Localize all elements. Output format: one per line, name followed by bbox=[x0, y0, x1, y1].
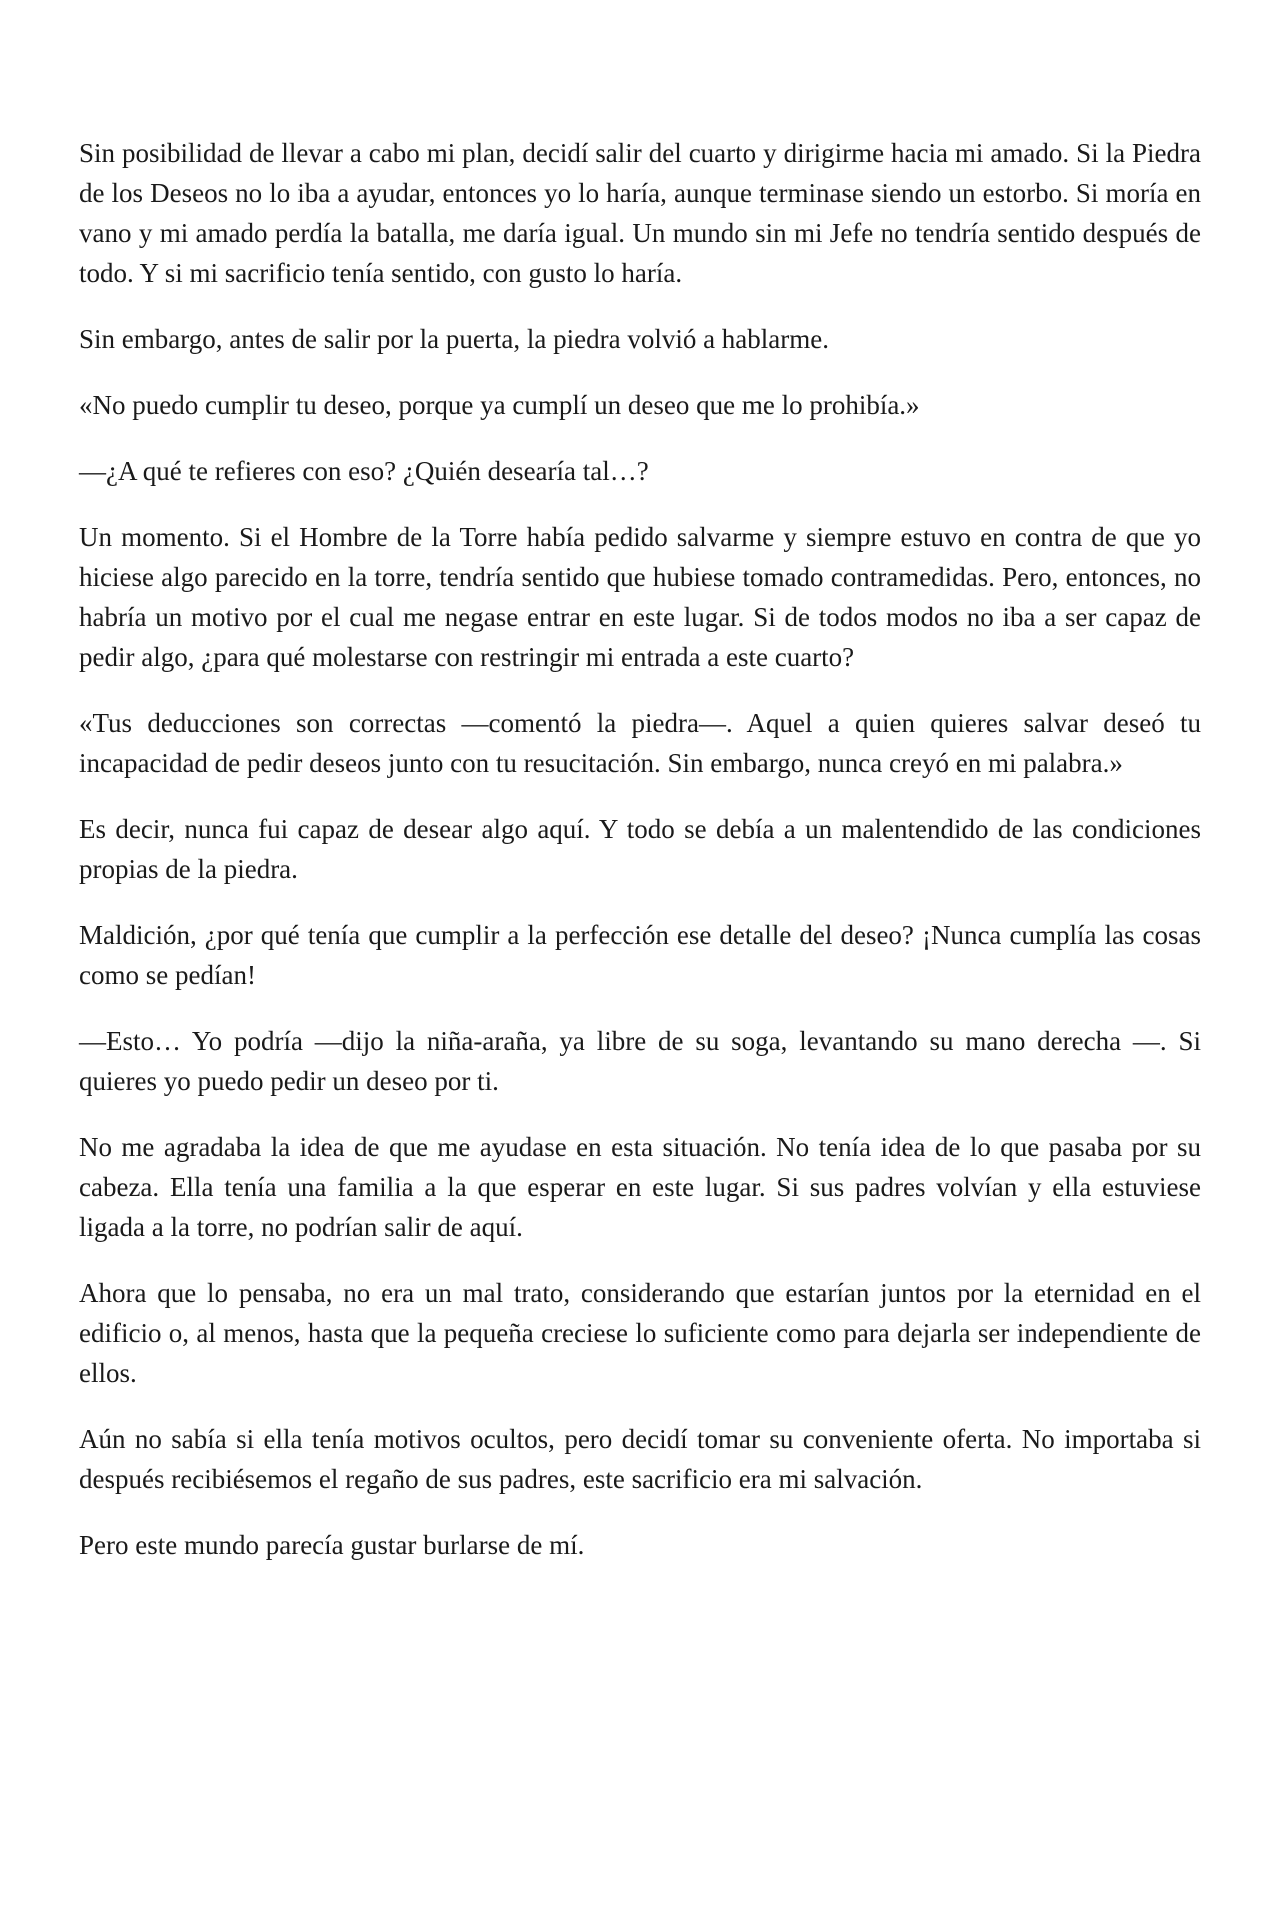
paragraph-8: Maldición, ¿por qué tenía que cumplir a la perfección ese detalle del deseo? ¡Nunca cumplía las cosas como se pedían! bbox=[79, 920, 1201, 990]
paragraph-11: Ahora que lo pensaba, no era un mal trato, considerando que estarían juntos por la eternidad en el edificio o, al menos, hasta que la pequeña creciese lo suficiente como para dejarla ser independiente de ellos. bbox=[79, 1278, 1201, 1388]
paragraph-6: «Tus deducciones son correctas —comentó la piedra—. Aquel a quien quieres salvar deseó tu incapacidad de pedir deseos junto con tu resucitación. Sin embargo, nunca creyó en mi palabra.» bbox=[79, 708, 1201, 778]
document-page bbox=[79, 133, 1201, 1591]
paragraph-4: —¿A qué te refieres con eso? ¿Quién desearía tal…? bbox=[79, 456, 649, 486]
paragraph-1: Sin posibilidad de llevar a cabo mi plan, decidí salir del cuarto y dirigirme hacia mi amado. Si la Piedra de los Deseos no lo iba a ayudar, entonces yo lo haría, aunque terminase siendo un estorbo. Si moría en vano y mi amado perdía la batalla, me daría igual. Un mundo sin mi Jefe no tendría sentido después de todo. Y si mi sacrificio tenía sentido, con gusto lo haría. bbox=[79, 138, 1201, 288]
paragraph-3: «No puedo cumplir tu deseo, porque ya cumplí un deseo que me lo prohibía.» bbox=[79, 390, 920, 420]
paragraph-9: —Esto… Yo podría —dijo la niña-araña, ya libre de su soga, levantando su mano derecha —. Si quieres yo puedo pedir un deseo por ti. bbox=[79, 1026, 1201, 1096]
paragraph-10: No me agradaba la idea de que me ayudase en esta situación. No tenía idea de lo que pasaba por su cabeza. Ella tenía una familia a la que esperar en este lugar. Si sus padres volvían y ella estuviese ligada a la torre, no podrían salir de aquí. bbox=[79, 1132, 1201, 1242]
paragraph-7: Es decir, nunca fui capaz de desear algo aquí. Y todo se debía a un malentendido de las condiciones propias de la piedra. bbox=[79, 814, 1201, 884]
paragraph-13: Pero este mundo parecía gustar burlarse de mí. bbox=[79, 1530, 585, 1560]
paragraph-2: Sin embargo, antes de salir por la puerta, la piedra volvió a hablarme. bbox=[79, 324, 830, 354]
paragraph-5: Un momento. Si el Hombre de la Torre había pedido salvarme y siempre estuvo en contra de que yo hiciese algo parecido en la torre, tendría sentido que hubiese tomado contramedidas. Pero, entonces, no habría un motivo por el cual me negase entrar en este lugar. Si de todos modos no iba a ser capaz de pedir algo, ¿para qué molestarse con restringir mi entrada a este cuarto? bbox=[79, 522, 1201, 672]
paragraph-12: Aún no sabía si ella tenía motivos ocultos, pero decidí tomar su conveniente oferta. No importaba si después recibiésemos el regaño de sus padres, este sacrificio era mi salvación. bbox=[79, 1424, 1201, 1494]
